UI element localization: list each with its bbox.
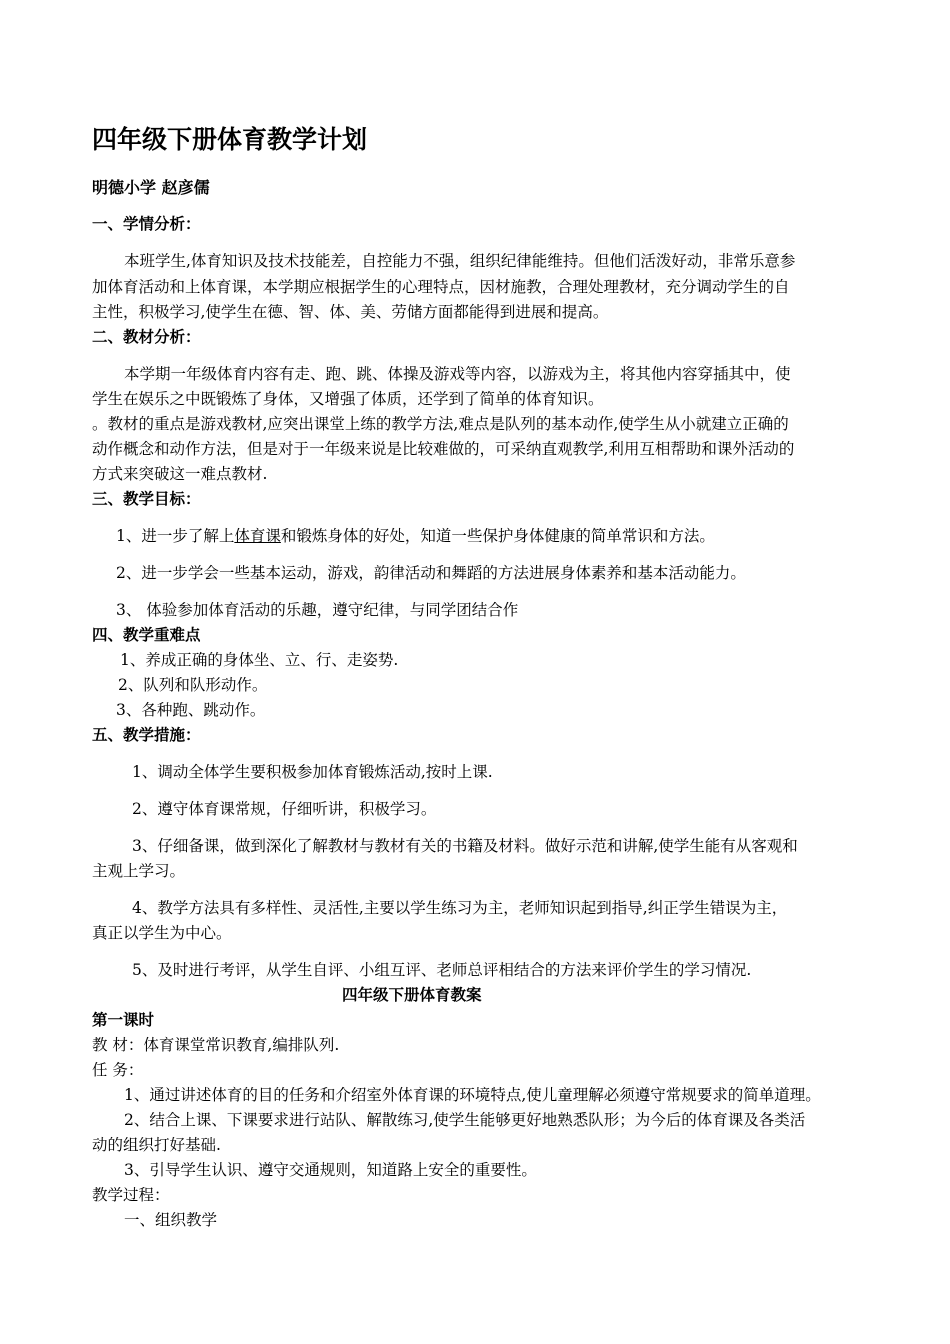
goal-item-1: [116, 527, 715, 546]
measure-item: 1、调动全体学生要积极参加体育锻炼活动,按时上课.: [132, 763, 493, 781]
paragraph-line: 本班学生,体育知识及技术技能差，自控能力不强，组织纪律能维持。但他们活泼好动，非常乐意参: [124, 252, 796, 270]
measure-item: 5、及时进行考评，从学生自评、小组互评、老师总评相结合的方法来评价学生的学习情况.: [132, 961, 752, 979]
paragraph-line: 加体育活动和上体育课，本学期应根据学生的心理特点，因材施教，合理处理教材，充分调动学生的自: [92, 278, 790, 296]
pe-class-link[interactable]: 体育课: [234, 527, 281, 545]
section-heading-2: 二、教材分析：: [92, 328, 201, 346]
goal-item-2: 2、进一步学会一些基本运动，游戏，韵律活动和舞蹈的方法进展身体素养和基本活动能力。: [116, 564, 746, 582]
section-heading-5: 五、教学措施：: [92, 726, 201, 744]
task-item: 1、通过讲述体育的目的任务和介绍室外体育课的环境特点,使儿童理解必须遵守常规要求的简单道理。: [124, 1086, 821, 1104]
paragraph-line: 动作概念和动作方法，但是对于一年级来说是比较难做的，可采纳直观教学,利用互相帮助和课外活动的: [92, 440, 795, 458]
section-heading-3: 三、教学目标：: [92, 490, 201, 508]
paragraph-line: 本学期一年级体育内容有走、跑、跳、体操及游戏等内容，以游戏为主，将其他内容穿插其中，使: [124, 365, 791, 383]
paragraph-line: 方式来突破这一难点教材.: [92, 465, 268, 483]
author-line: 明德小学 赵彦儒: [92, 178, 210, 197]
measure-item: 2、遵守体育课常规，仔细听讲，积极学习。: [132, 800, 437, 818]
lesson-material: 教 材：体育课堂常识教育,编排队列.: [92, 1036, 340, 1054]
task-item: 2、结合上课、下课要求进行站队、解散练习,使学生能够更好地熟悉队形；为今后的体育课及各类活: [124, 1111, 806, 1129]
process-step: 一、组织教学: [124, 1211, 218, 1229]
task-item: 3、引导学生认识、遵守交通规则，知道路上安全的重要性。: [124, 1161, 537, 1179]
lesson-plan-title: 四年级下册体育教案: [342, 986, 482, 1004]
document-title: 四年级下册体育教学计划: [92, 125, 368, 154]
measure-item: 4、教学方法具有多样性、灵活性,主要以学生练习为主，老师知识起到指导,纠正学生错误为主，: [132, 899, 788, 917]
paragraph-line: 主性，积极学习,使学生在德、智、体、美、劳储方面都能得到进展和提高。: [92, 303, 609, 321]
section-heading-4: 四、教学重难点: [92, 626, 201, 644]
key-point-item: 2、队列和队形动作。: [118, 676, 268, 694]
measure-item: 3、仔细备课，做到深化了解教材与教材有关的书籍及材料。做好示范和讲解,使学生能有从客观和: [132, 837, 798, 855]
goal-item-3: 3、 体验参加体育活动的乐趣，遵守纪律，与同学团结合作: [116, 601, 519, 619]
section-heading-1: 一、学情分析：: [92, 215, 201, 233]
key-point-item: 3、各种跑、跳动作。: [116, 701, 266, 719]
measure-item-cont: 主观上学习。: [92, 862, 186, 880]
goal-text: 和锻炼身体的好处，知道一些保护身体健康的简单常识和方法。: [280, 527, 715, 545]
paragraph-line: 。教材的重点是游戏教材,应突出课堂上练的教学方法,难点是队列的基本动作,使学生从小就建立正确的: [92, 415, 789, 433]
task-item-cont: 动的组织打好基础.: [92, 1136, 221, 1154]
paragraph-line: 学生在娱乐之中既锻炼了身体，又增强了体质，还学到了简单的体育知识。: [92, 390, 604, 408]
lesson-task-label: 任 务：: [92, 1061, 144, 1079]
lesson-heading: 第一课时: [92, 1011, 155, 1029]
process-label: 教学过程：: [92, 1186, 170, 1204]
measure-item-cont: 真正以学生为中心。: [92, 924, 232, 942]
key-point-item: 1、养成正确的身体坐、立、行、走姿势.: [120, 651, 399, 669]
goal-text: 1、进一步了解上: [116, 527, 235, 545]
